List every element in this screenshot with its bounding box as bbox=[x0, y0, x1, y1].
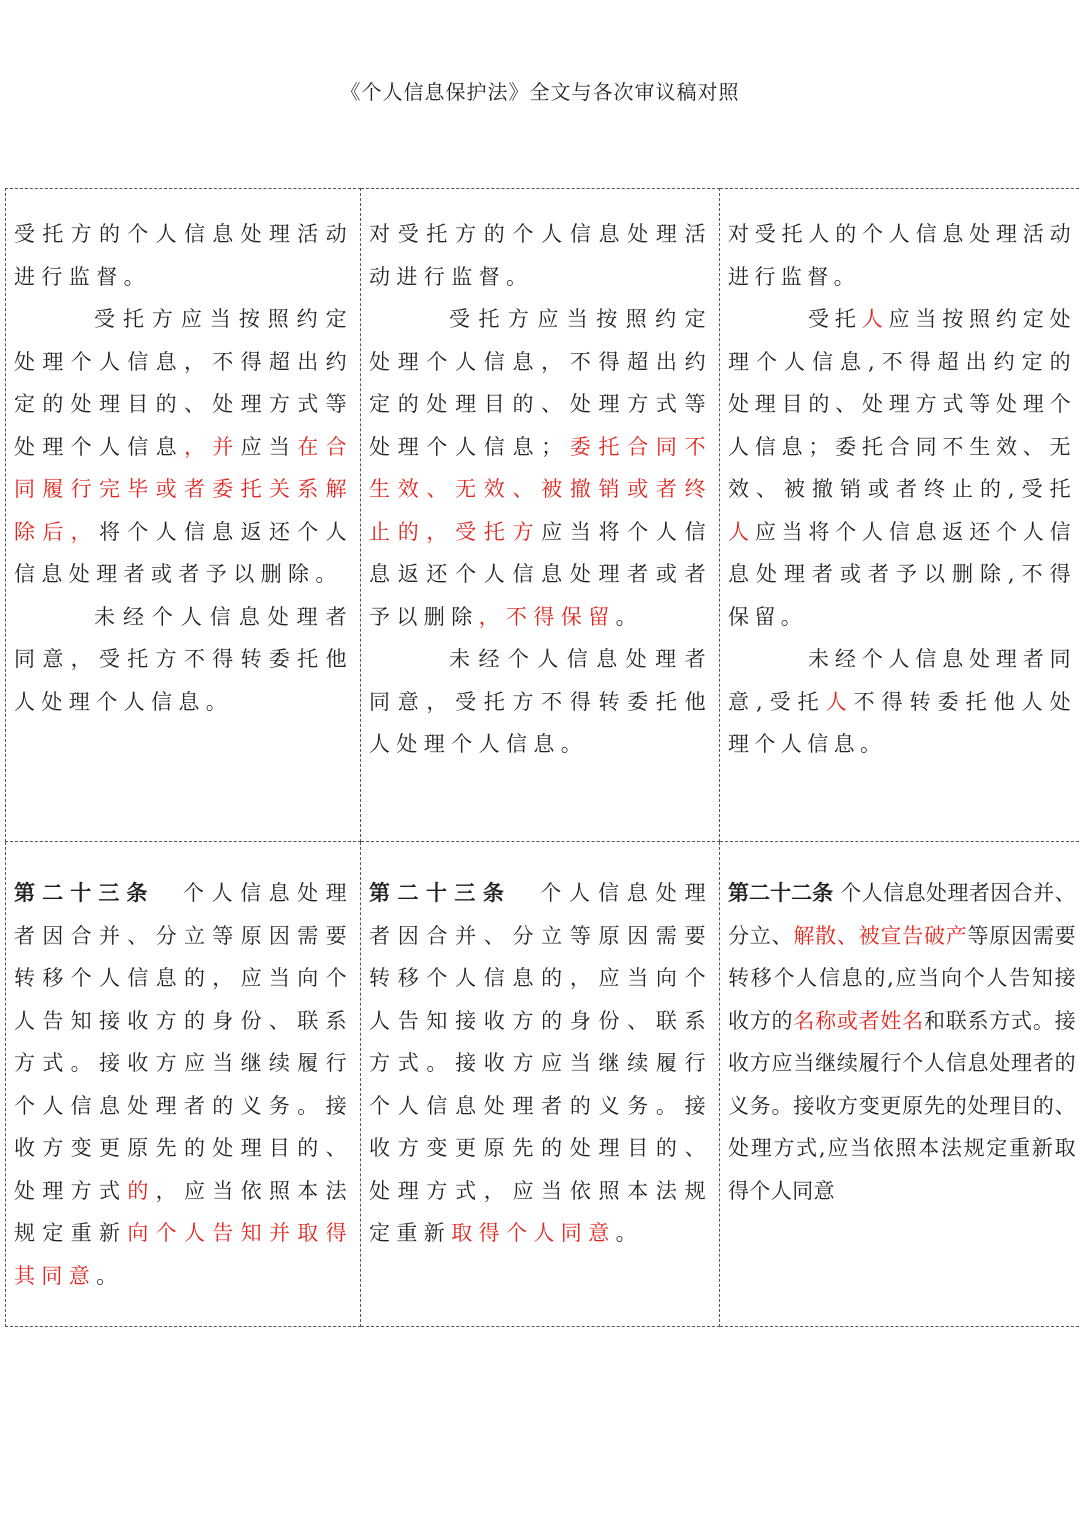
cell-draft-2 bbox=[361, 842, 720, 1327]
paragraph bbox=[369, 638, 712, 766]
text-segment: 未经个人信息处理者同意,受托 bbox=[728, 647, 1076, 714]
text-segment: 个人信息处理者因合并、分立等原因需要转移个人信息的，应当向个人告知接收方的身份、联系方式。接收方应当继续履行个人信息处理者的义务。接收方变更原先的处理目的、处理方式 bbox=[14, 881, 353, 1203]
cell-draft-1 bbox=[720, 189, 1080, 842]
text-segment: 个人信息处理者因合并、分立、 bbox=[728, 881, 1077, 948]
paragraph bbox=[14, 596, 353, 724]
paragraph bbox=[728, 213, 1076, 298]
text-segment: 将个人信息返还个人信息处理者或者予以删除。 bbox=[14, 519, 353, 586]
text-segment: 等原因需要转移个人信息的,应当向个人告知接收方的 bbox=[728, 923, 1077, 1033]
text-segment: 未经个人信息处理者同意，受托方不得转委托他人处理个人信息。 bbox=[369, 647, 712, 756]
comparison-table bbox=[5, 188, 1080, 1327]
revised-text: 向个人告知并取得其同意 bbox=[14, 1221, 353, 1288]
paragraph bbox=[14, 872, 353, 1297]
text-segment: 应当 bbox=[240, 434, 298, 459]
text-segment: 个人信息处理者因合并、分立等原因需要转移个人信息的，应当向个人告知接收方的身份、联系方式。接收方应当继续履行个人信息处理者的义务。接收方变更原先的处理目的、处理方式，应当依照本法规定重新 bbox=[369, 881, 712, 1245]
revised-text: 人 bbox=[825, 689, 854, 714]
cell-final-law bbox=[6, 189, 361, 842]
text-segment: 受托方的个人信息处理活动进行监督。 bbox=[14, 222, 353, 289]
table-row bbox=[6, 189, 1080, 842]
revised-text: ，不得保留 bbox=[478, 604, 616, 629]
revised-text: 的 bbox=[127, 1178, 156, 1203]
text-segment: 受托方应当按照约定处理个人信息，不得超出约定的处理目的、处理方式等处理个人信息； bbox=[369, 307, 712, 459]
text-segment: 对受托人的个人信息处理活动进行监督。 bbox=[728, 222, 1076, 289]
text-segment: 和联系方式。接收方应当继续履行个人信息处理者的义务。接收方变更原先的处理目的、处理方式,应当依照本法规定重新取得个人同意 bbox=[728, 1008, 1076, 1203]
article-number: 第二十三条 bbox=[369, 880, 512, 905]
text-segment: 应当将个人信息返还个人信息处理者或者予以删除,不得保留。 bbox=[728, 519, 1076, 629]
revised-text: 委托合同不生效、无效、被撤销或者终止的，受托方 bbox=[369, 434, 712, 544]
text-segment: 。 bbox=[615, 1221, 644, 1245]
paragraph bbox=[369, 298, 712, 638]
text-segment: 应当将个人信息返还个人信息处理者或者予以删除 bbox=[369, 519, 712, 629]
cell-final-law bbox=[6, 842, 361, 1327]
article-number: 第二十三条 bbox=[14, 880, 155, 905]
text-segment: 。 bbox=[96, 1263, 124, 1288]
revised-text: 解散、被宣告破产 bbox=[793, 923, 968, 948]
revised-text: 在合同履行完毕或者委托关系解除后， bbox=[14, 434, 353, 544]
text-segment: ，应当依照本法规定重新 bbox=[14, 1178, 353, 1245]
revised-text: 名称或者姓名 bbox=[793, 1008, 924, 1033]
revised-text: 人 bbox=[728, 519, 755, 544]
revised-text: ，并 bbox=[183, 434, 241, 459]
paragraph bbox=[369, 872, 712, 1255]
cell-draft-1 bbox=[720, 842, 1080, 1327]
text-segment: 未经个人信息处理者同意，受托方不得转委托他人处理个人信息。 bbox=[14, 604, 353, 714]
paragraph bbox=[728, 638, 1076, 766]
paragraph bbox=[14, 213, 353, 298]
cell-draft-2 bbox=[361, 189, 720, 842]
document-title: 《个人信息保护法》全文与各次审议稿对照 bbox=[340, 80, 740, 104]
revised-text: 取得个人同意 bbox=[451, 1221, 616, 1245]
text-segment: 不得转委托他人处理个人信息。 bbox=[728, 689, 1077, 756]
paragraph bbox=[369, 213, 712, 298]
text-segment: 。 bbox=[615, 604, 644, 629]
revised-text: 人 bbox=[861, 307, 889, 331]
paragraph bbox=[728, 872, 1076, 1212]
text-segment: 应当按照约定处理个人信息,不得超出约定的处理目的、处理方式等处理个人信息；委托合同不生效、无效、被撤销或者终止的,受托 bbox=[728, 307, 1076, 501]
text-segment: 受托 bbox=[808, 307, 862, 331]
text-segment: 受托方应当按照约定处理个人信息，不得超出约定的处理目的、处理方式等处理个人信息 bbox=[14, 307, 353, 459]
paragraph bbox=[728, 298, 1076, 638]
text-segment: 对受托方的个人信息处理活动进行监督。 bbox=[369, 222, 712, 289]
paragraph bbox=[14, 298, 353, 596]
article-number: 第二十二条 bbox=[728, 880, 834, 905]
table-row bbox=[6, 842, 1080, 1327]
